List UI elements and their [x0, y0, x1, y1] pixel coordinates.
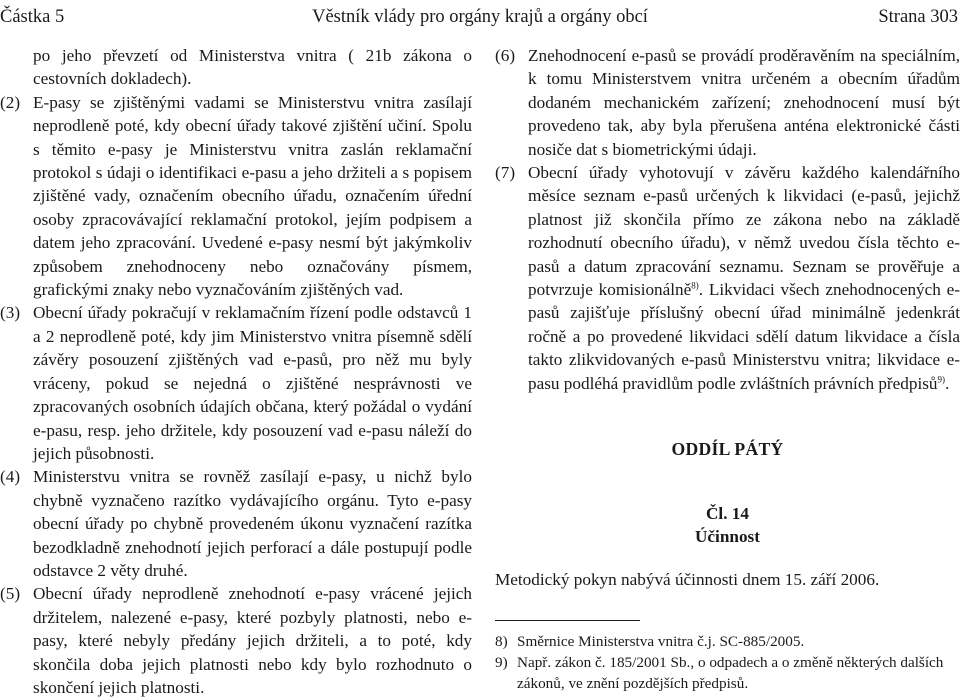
paragraph-6: [495, 44, 960, 161]
footnote-text: Směrnice Ministerstva vnitra č.j. SC-885/2005.: [517, 632, 805, 650]
footnote-9: [495, 652, 960, 694]
paragraph-text-part: .: [945, 373, 950, 393]
paragraph-number: (6): [495, 46, 516, 65]
paragraph-text: Ministerstvu vnitra se rovněž zasílají e-pasy, u nichž bylo chybně vyznačeno razítko vydávajícího orgánu. Tyto e-pasy obecní úřady po chybně provedeném úkonu vyznačení razítka bezodkladně znehodnotí jejich perforací a dále postupují podle odstavce 2 věty druhé.: [33, 467, 472, 580]
paragraph-4: [0, 465, 472, 582]
paragraph-number: (5): [0, 584, 21, 604]
paragraph-text: Znehodnocení e-pasů se provádí proděravěním na speciálním, k tomu Ministerstvem vnitra určeném a obecním úřadům dodaném mechanickém zařízení; znehodnocení musí být provedeno tak, aby byla přerušena anténa elektronické části nosiče dat s biometrickými údaji.: [528, 46, 960, 159]
issue-number: Částka 5: [0, 7, 65, 27]
footnote-divider: [495, 620, 640, 621]
paragraph-text-part: . Likvidaci všech znehodnocených e-pasů zajišťuje příslušný obecní úřad minimálně jedenkrát ročně a po provedené likvidaci sdělí datum likvidace a čísla takto zlikvidovaných e-pasů Ministerstvu vnitra; likvidace e-pasu podléhá pravidlům podle zvláštních právních předpisů: [528, 280, 960, 393]
effective-date-sentence: Metodický pokyn nabývá účinnosti dnem 15. září 2006.: [495, 570, 880, 590]
paragraph-number: (4): [0, 467, 21, 487]
left-column: [0, 44, 472, 699]
footnote-number: 8): [495, 632, 508, 650]
page-number: Strana 303: [878, 7, 958, 27]
section-heading: ODDÍL PÁTÝ: [671, 439, 784, 460]
article-number: Čl. 14: [706, 503, 749, 523]
paragraph-text: [528, 161, 960, 395]
paragraph-number: (7): [495, 163, 516, 183]
continued-paragraph: po jeho převzetí od Ministerstva vnitra ( 21b zákona o cestovních dokladech).: [33, 46, 472, 89]
paragraph-text: Obecní úřady pokračují v reklamačním řízení podle odstavců 1 a 2 neprodleně poté, kdy jim Ministerstvo vnitra písemně sdělí závěry posouzení zjištěných vad e-pasů, pro něž mu byly vráceny, pokud se nejedná o zjištěné nesprávnosti ve zpracovaných osobních údajích občana, který požádal o vydání e-pasu, resp. jeho držitele, kdy posouzení vad e-pasu náleží do jejich působnosti.: [33, 303, 472, 463]
article-title: Účinnost: [695, 526, 760, 546]
footnote-8: [495, 631, 960, 652]
paragraph-3: [0, 301, 472, 465]
paragraph-text-part: Obecní úřady vyhotovují v závěru každého kalendářního měsíce seznam e-pasů určených k likvidaci (e-pasů, jejichž platnost již skončila přímo ze zákona nebo na základě rozhodnutí obecního úřadu), v němž uvedou čísla těchto e-pasů a datum zpracování seznamu. Seznam se prověřuje a potvrzuje komisionálně: [528, 163, 960, 300]
footnote-text: Např. zákon č. 185/2001 Sb., o odpadech a o změně některých dalších zákonů, ve znění pozdějších předpisů.: [517, 653, 944, 692]
page-header: [0, 4, 960, 30]
footnote-ref-8[interactable]: 8): [691, 280, 699, 291]
footnote-number: 9): [495, 653, 508, 671]
paragraph-5: [0, 582, 472, 699]
footnote-ref-9[interactable]: 9): [937, 373, 946, 384]
paragraph-text: E-pasy se zjištěnými vadami se Ministerstvu vnitra zasílají neprodleně poté, kdy obecní úřady takové zjištění učiní. Spolu s těmito e-pasy je Ministerstvu vnitra zaslán reklamační protokol s údaji o identifikaci e-pasu a jeho držiteli a s popisem zjištěné vady, označením obecního úřadu, označením úřední osoby zpracovávající reklamační protokol, jejím podpisem a datem jeho zpracování. Uvedené e-pasy nesmí být jakýmkoliv způsobem znehodnoceny nebo označovány písmem, grafickými znaky nebo vyznačováním zjištěných vad.: [33, 92, 472, 300]
right-column: [495, 44, 960, 694]
paragraph-2: [0, 91, 472, 302]
paragraph-number: (2): [0, 92, 21, 112]
paragraph-text: Obecní úřady neprodleně znehodnotí e-pasy vrácené jejich držitelem, nalezené e-pasy, které pozbyly platnosti, nebo e-pasy, které nebyly předány jejich držiteli, a to poté, kdy skončila doba jejich platnosti nebo kdy bylo rozhodnuto o skončení jejich platnosti.: [33, 584, 472, 697]
publication-title: Věstník vlády pro orgány krajů a orgány obcí: [312, 7, 648, 27]
paragraph-number: (3): [0, 303, 21, 323]
paragraph-7: [495, 161, 960, 395]
